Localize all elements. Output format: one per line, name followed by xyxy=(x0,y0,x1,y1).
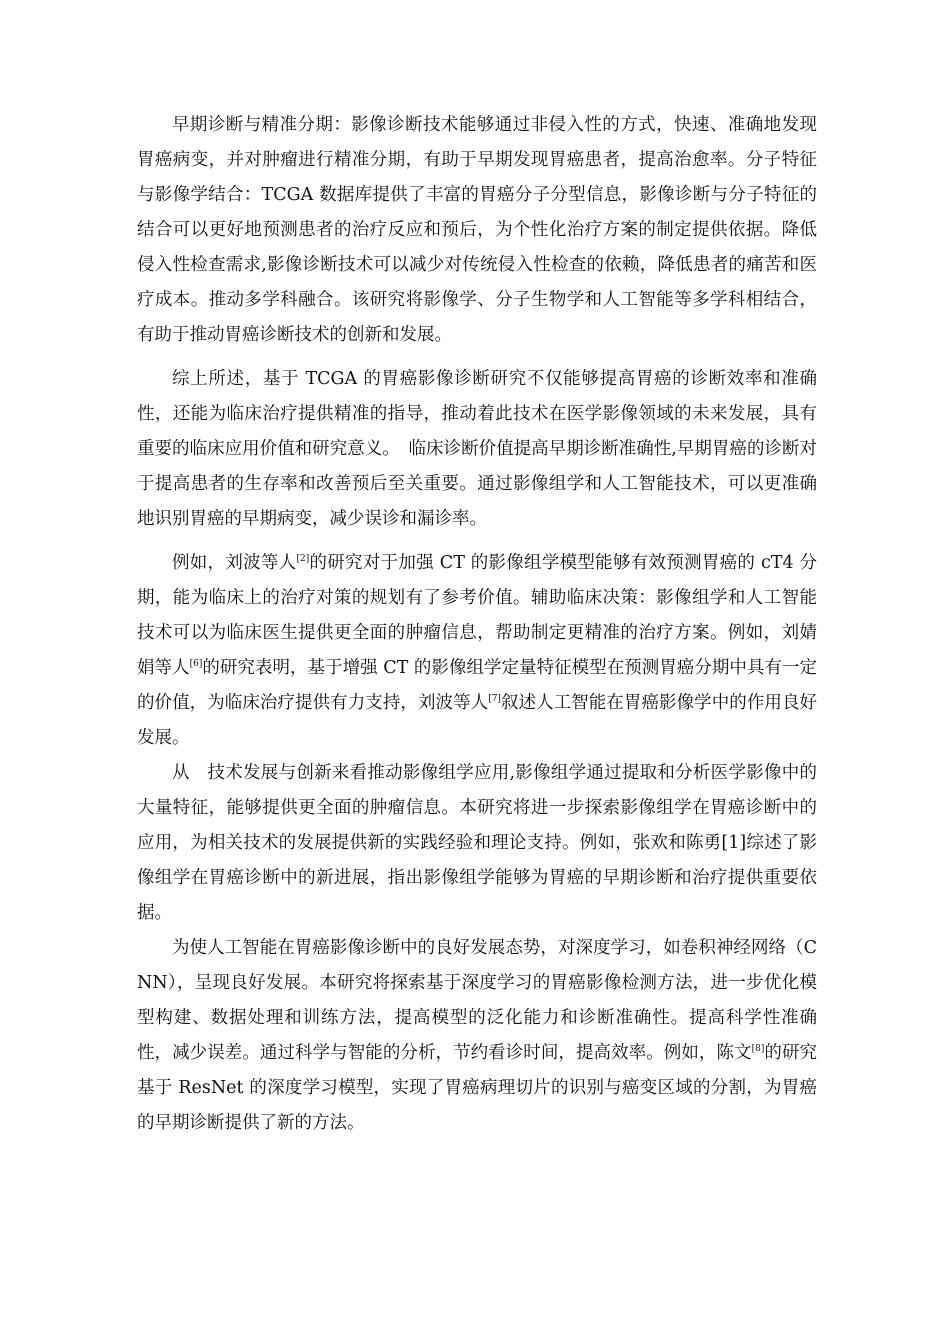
paragraph-clinical-examples xyxy=(137,546,817,756)
paragraph-early-diagnosis: 早期诊断与精准分期：影像诊断技术能够通过非侵入性的方式，快速、准确地发现胃癌病变，并对肿瘤进行精准分期，有助于早期发现胃癌患者，提高治愈率。分子特征与影像学结合：TCGA 数据库提供了丰富的胃癌分子分型信息，影像诊断与分子特征的结合可以更好地预测患者的治疗反应和预后，为个性化治疗方案的制定提供依据。降低侵入性检查需求,影像诊断技术可以减少对传统侵入性检查的依赖，降低患者的痛苦和医疗成本。推动多学科融合。该研究将影像学、分子生物学和人工智能等多学科相结合，有助于推动胃癌诊断技术的创新和发展。 xyxy=(137,115,817,345)
citation-ref: [7] xyxy=(488,694,501,705)
text-segment: 例如，刘波等人 xyxy=(172,553,297,573)
text-segment: 的研究基于 ResNet 的深度学习模型，实现了胃癌病理切片的识别与癌变区域的分割，为胃癌的早期诊断提供了新的方法。 xyxy=(137,1043,818,1133)
text-segment: 为使人工智能在胃癌影像诊断中的良好发展态势，对深度学习，如卷积神经网络（CNN），呈现良好发展。本研究将探索基于深度学习的胃癌影像检测方法，进一步优化模型构建、数据处理和训练方法，提高模型的泛化能力和诊断准确性。提高科学性准确性，减少误差。通过科学与智能的分析，节约看诊时间，提高效率。例如，陈文 xyxy=(137,938,817,1063)
citation-ref: [6] xyxy=(189,659,203,670)
paragraph-deep-learning xyxy=(137,931,817,1141)
text-segment: 叙述人工智能在胃癌影像学中的作用良好发展。 xyxy=(137,693,818,748)
document-body xyxy=(137,108,817,1141)
citation-ref: [8] xyxy=(751,1044,765,1055)
text-segment: 的研究表明，基于增强 CT 的影像组学定量特征模型在预测胃癌分期中具有一定的价值，为临床治疗提供有力支持，刘波等人 xyxy=(137,658,818,713)
text-segment: 的研究对于加强 CT 的影像组学模型能够有效预测胃癌的 cT4 分期，能为临床上的治疗对策的规划有了参考价值。辅助临床决策：影像组学和人工智能技术可以为临床医生提供更全面的肿瘤信息，帮助制定更精准的治疗方案。例如，刘婧娟等人 xyxy=(137,553,818,678)
paragraph-tech-innovation: 从 技术发展与创新来看推动影像组学应用,影像组学通过提取和分析医学影像中的大量特征，能够提供更全面的肿瘤信息。本研究将进一步探索影像组学在胃癌诊断中的应用，为相关技术的发展提供新的实践经验和理论支持。例如，张欢和陈勇[1]综述了影像组学在胃癌诊断中的新进展，指出影像组学能够为胃癌的早期诊断和治疗提供重要依据。 xyxy=(137,763,817,923)
paragraph-summary: 综上所述，基于 TCGA 的胃癌影像诊断研究不仅能够提高胃癌的诊断效率和准确性，还能为临床治疗提供精准的指导，推动着此技术在医学影像领域的未来发展，具有重要的临床应用价值和研究意义。 临床诊断价值提高早期诊断准确性,早期胃癌的诊断对于提高患者的生存率和改善预后至关重要。通过影像组学和人工智能技术，可以更准确地识别胃癌的早期病变，减少误诊和漏诊率。 xyxy=(137,369,817,529)
citation-ref: [2] xyxy=(296,554,310,565)
